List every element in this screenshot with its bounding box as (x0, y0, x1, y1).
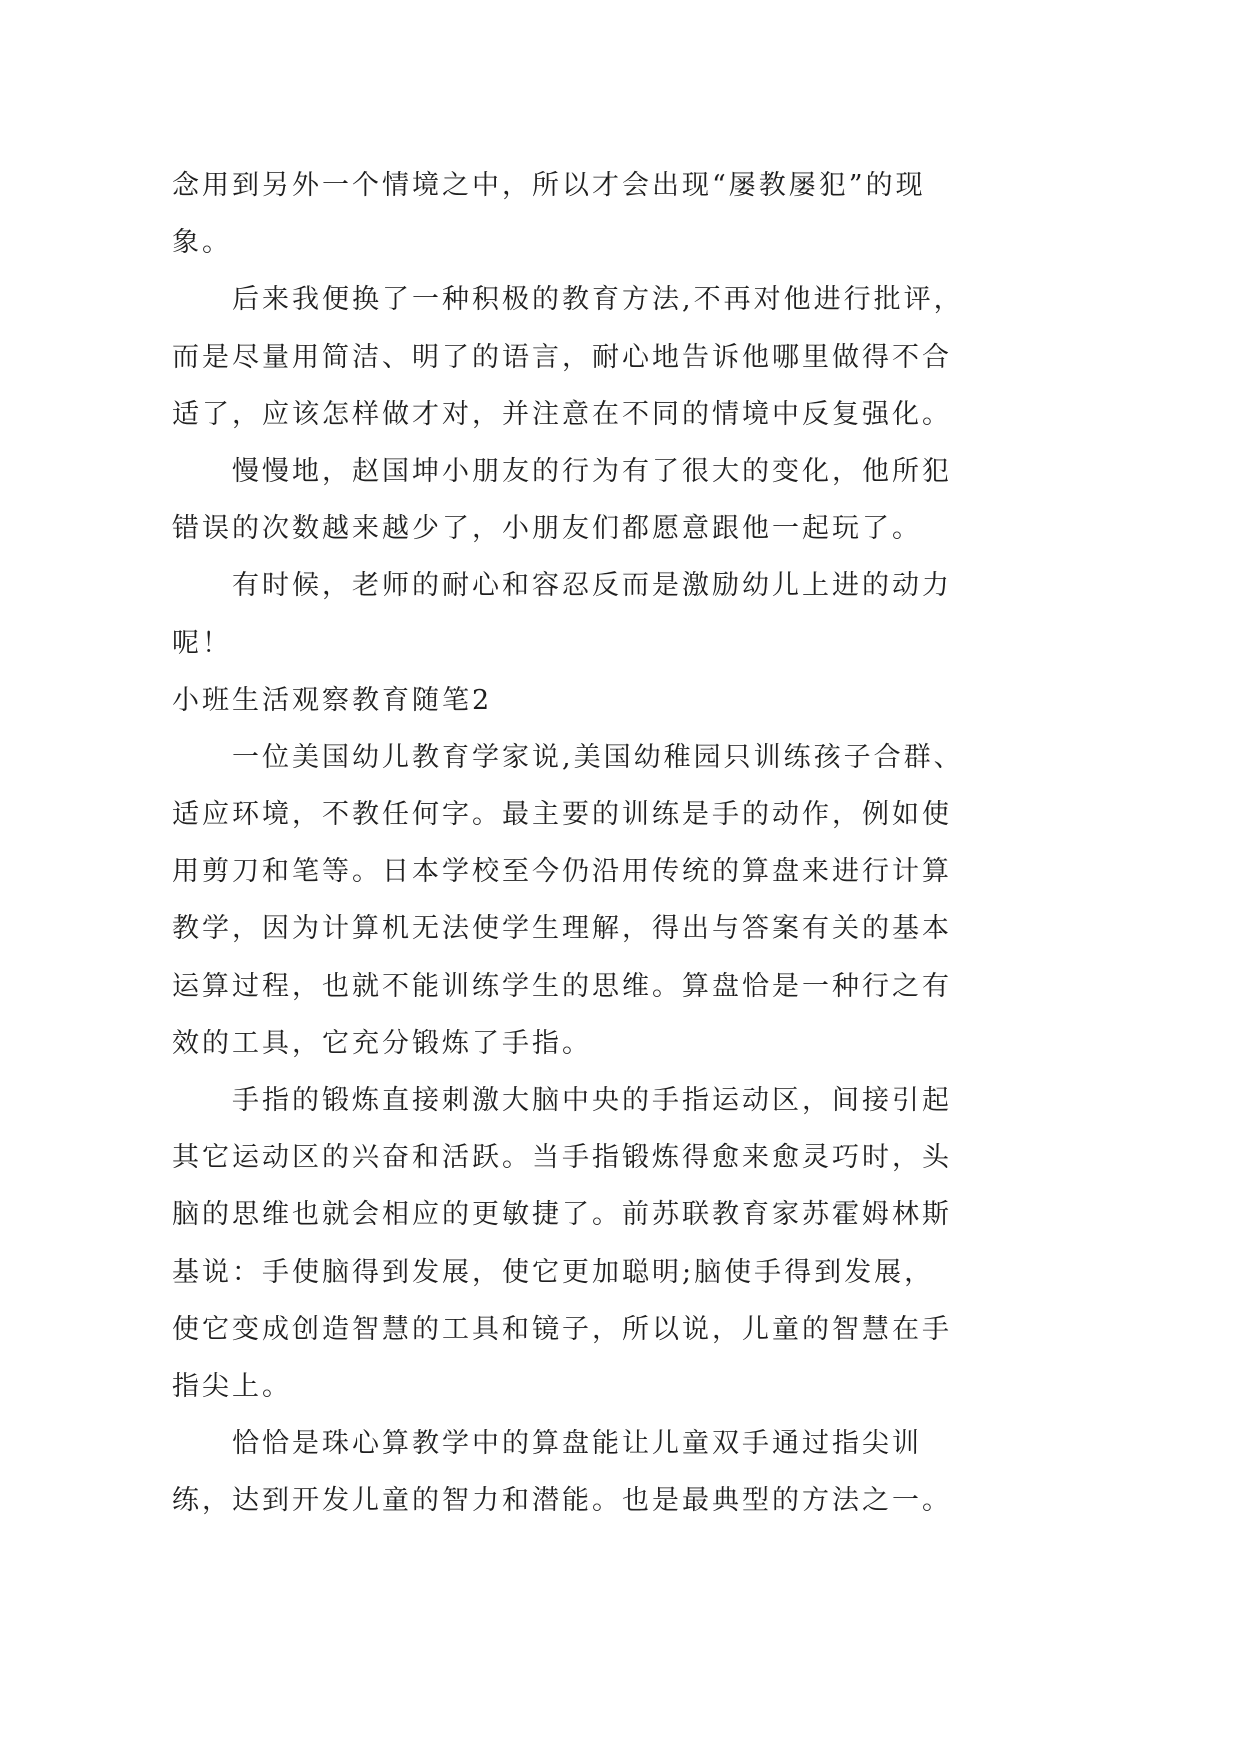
paragraph (172, 729, 1072, 1072)
text-line: 练，达到开发儿童的智力和潜能。也是最典型的方法之一。 (172, 1485, 952, 1517)
paragraph (172, 1415, 1072, 1529)
text-line: 一位美国幼儿教育学家说,美国幼稚园只训练孩子合群、 (232, 741, 964, 773)
text-line: 适应环境，不教任何字。最主要的训练是手的动作，例如使 (172, 799, 952, 831)
document-body (172, 157, 1072, 1530)
text-line: 使它变成创造智慧的工具和镜子，所以说，儿童的智慧在手 (172, 1313, 952, 1345)
text-line: 恰恰是珠心算教学中的算盘能让儿童双手通过指尖训 (232, 1428, 922, 1460)
paragraph (172, 557, 1072, 671)
text-line: 用剪刀和笔等。日本学校至今仍沿用传统的算盘来进行计算 (172, 856, 952, 888)
text-line: 效的工具，它充分锻炼了手指。 (172, 1027, 592, 1059)
text-line: 运算过程，也就不能训练学生的思维。算盘恰是一种行之有 (172, 970, 952, 1002)
text-line: 错误的次数越来越少了，小朋友们都愿意跟他一起玩了。 (172, 513, 922, 545)
text-line: 后来我便换了一种积极的教育方法,不再对他进行批评， (232, 284, 964, 316)
text-line: 念用到另外一个情境之中，所以才会出现“屡教屡犯”的现 (172, 170, 926, 201)
text-line: 基说：手使脑得到发展，使它更加聪明;脑使手得到发展， (172, 1256, 935, 1288)
paragraph (172, 157, 1072, 271)
text-line: 教学，因为计算机无法使学生理解，得出与答案有关的基本 (172, 913, 952, 945)
text-line: 其它运动区的兴奋和活跃。当手指锻炼得愈来愈灵巧时，头 (172, 1142, 952, 1174)
text-line: 指尖上。 (172, 1370, 292, 1402)
text-line: 有时候，老师的耐心和容忍反而是激励幼儿上进的动力 (232, 570, 952, 602)
text-line: 适了，应该怎样做才对，并注意在不同的情境中反复强化。 (172, 398, 952, 430)
text-line: 手指的锻炼直接刺激大脑中央的手指运动区，间接引起 (232, 1085, 952, 1116)
text-line: 象。 (172, 227, 232, 259)
paragraph (172, 443, 1072, 557)
text-line: 呢！ (172, 627, 232, 659)
paragraph (172, 271, 1072, 443)
section-heading: 小班生活观察教育随笔2 (172, 684, 493, 716)
text-line: 而是尽量用简洁、明了的语言，耐心地告诉他哪里做得不合 (172, 341, 952, 373)
text-line: 慢慢地，赵国坤小朋友的行为有了很大的变化，他所犯 (232, 455, 952, 487)
text-line: 脑的思维也就会相应的更敏捷了。前苏联教育家苏霍姆林斯 (172, 1199, 952, 1231)
paragraph (172, 1072, 1072, 1415)
